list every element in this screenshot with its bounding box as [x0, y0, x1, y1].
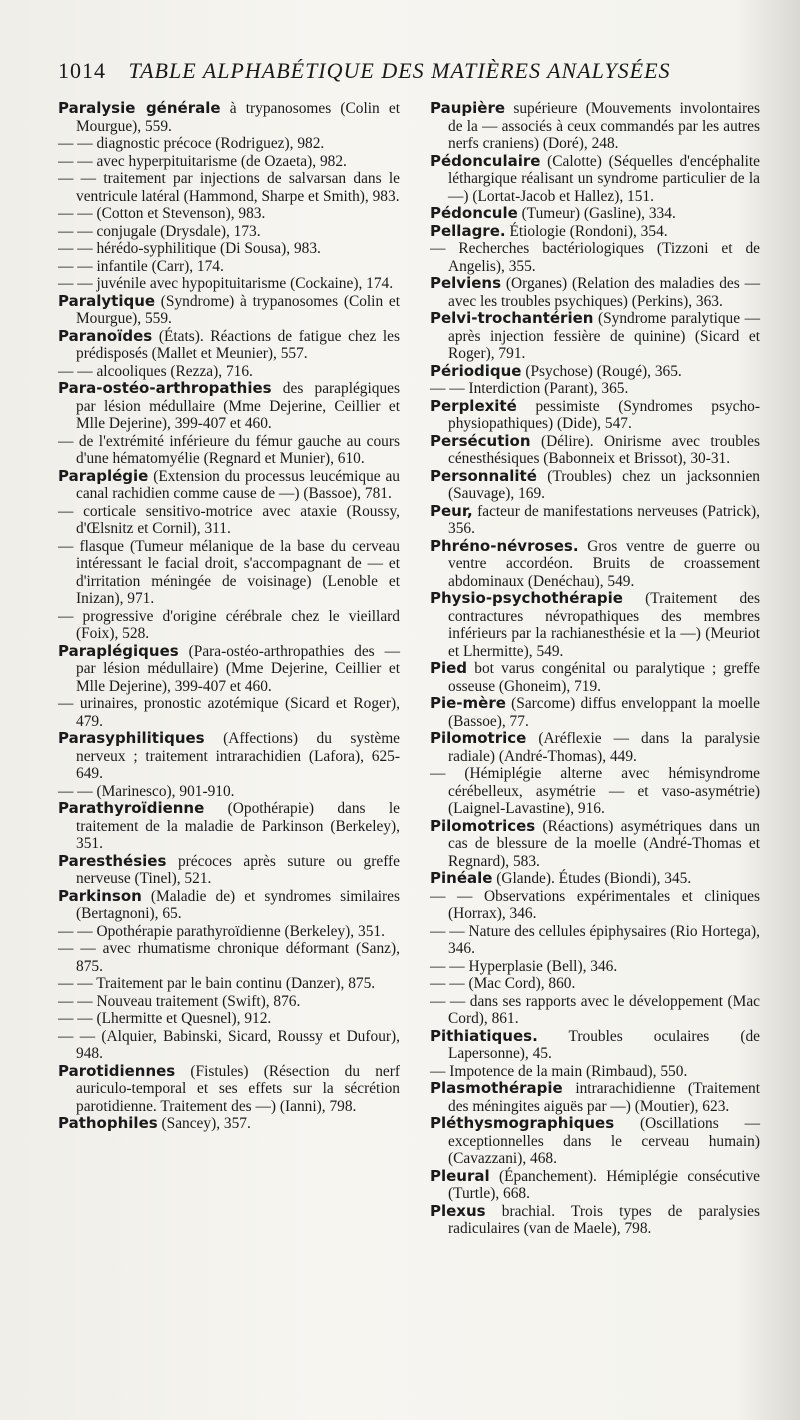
- index-entry: [58, 223, 400, 241]
- index-entry: [430, 660, 760, 695]
- entry-keyword: Plasmothérapie: [430, 1079, 563, 1097]
- index-entry: [58, 100, 400, 135]
- index-entry: [58, 205, 400, 223]
- index-entry: [58, 538, 400, 608]
- index-entry: [58, 275, 400, 293]
- index-entry: [430, 1203, 760, 1238]
- index-entry: [430, 923, 760, 958]
- entry-keyword: Pléthysmographiques: [430, 1114, 615, 1132]
- index-entry: [430, 503, 760, 538]
- entry-text: — — Nouveau traitement (Swift), 876.: [58, 992, 301, 1010]
- entry-text: — — Traitement par le bain continu (Danzer), 875.: [58, 975, 376, 992]
- entry-keyword: Pleural: [430, 1166, 490, 1185]
- index-entry: [430, 818, 760, 871]
- index-entry: [58, 643, 400, 696]
- index-entry: [58, 608, 400, 643]
- entry-text: Troubles oculaires (de Lapersonne), 45.: [448, 1027, 760, 1062]
- index-entry: [58, 293, 400, 328]
- entry-text: — — Hyperplasie (Bell), 346.: [430, 957, 618, 975]
- entry-text: précoces après suture ou greffe nerveuse (Tinel), 521.: [76, 852, 400, 887]
- entry-keyword: Paralysie générale: [58, 99, 221, 117]
- entry-text: — — (Marinesco), 901-910.: [58, 782, 235, 800]
- entry-keyword: Pied: [430, 659, 468, 677]
- entry-text: — — (Alquier, Babinski, Sicard, Roussy et Dufour), 948.: [58, 1027, 400, 1062]
- index-entry: [430, 1115, 760, 1168]
- entry-keyword: Pédonculaire: [430, 151, 541, 170]
- index-entry: [430, 363, 760, 381]
- entry-text: (Aréflexie — dans la paralysie radiale) (André-Thomas), 449.: [448, 730, 760, 765]
- page-number: 1014: [58, 58, 106, 83]
- entry-keyword: Para-ostéo-arthropathies: [58, 379, 272, 397]
- index-entry: [58, 888, 400, 923]
- entry-keyword: Pilomotrice: [430, 729, 527, 747]
- entry-text: — — traitement par injections de salvarsan dans le ventricule latéral (Hammond, Sharpe et Smith), 983.: [58, 170, 400, 205]
- index-entry: [58, 1115, 400, 1133]
- entry-text: (Calotte) (Séquelles d'encéphalite léthargique réalisant un syndrome particulier de la —) (Lortat-Jacob et Hallez), 151.: [448, 152, 760, 205]
- entry-text: (Psychose) (Rougé), 365.: [521, 362, 682, 380]
- entry-keyword: Parathyroïdienne: [58, 799, 205, 817]
- entry-keyword: Paraplégie: [58, 466, 149, 485]
- entry-text: — progressive d'origine cérébrale chez le vieillard (Foix), 528.: [58, 607, 400, 642]
- entry-text: (Syndrome) à trypanosomes (Colin et Mourgue), 559.: [76, 292, 400, 327]
- entry-text: (Délire). Onirisme avec troubles cénesthésiques (Babonneix et Brissot), 30-31.: [448, 432, 760, 467]
- entry-text: — — conjugale (Drysdale), 173.: [58, 222, 261, 240]
- entry-keyword: Pinéale: [430, 869, 493, 887]
- entry-text: (Organes) (Relation des maladies des — avec les troubles psychiques) (Perkins), 363.: [448, 275, 760, 310]
- index-entry: [58, 363, 400, 381]
- entry-text: — — avec hyperpituitarisme (de Ozaeta), 982.: [58, 152, 347, 170]
- entry-keyword: Persécution: [430, 431, 531, 450]
- index-entry: [58, 1063, 400, 1116]
- index-entry: [430, 1028, 760, 1063]
- entry-text: des paraplégiques par lésion médullaire (Mme Dejerine, Ceillier et Mlle Dejerine), 399-407 et 460.: [76, 380, 400, 432]
- entry-text: — — alcooliques (Rezza), 716.: [58, 362, 253, 380]
- entry-text: pessimiste (Syndromes psycho-physiopathiques) (Dide), 547.: [448, 397, 760, 432]
- entry-keyword: Physio-psychothérapie: [430, 589, 623, 607]
- entry-text: — — Observations expérimentales et cliniques (Horrax), 346.: [430, 887, 760, 922]
- entry-keyword: Paranoïdes: [58, 326, 153, 345]
- index-entry: [430, 433, 760, 468]
- index-entry: [430, 695, 760, 730]
- entry-text: — de l'extrémité inférieure du fémur gauche au cours d'une hématomyélie (Regnard et Munier), 610.: [58, 432, 400, 467]
- index-entry: [58, 993, 400, 1011]
- entry-keyword: Paresthésies: [58, 851, 167, 870]
- entry-text: (Tumeur) (Gasline), 334.: [517, 205, 676, 222]
- index-entry: [58, 1028, 400, 1063]
- entry-text: (Sarcome) diffus enveloppant la moelle (Bassoe), 77.: [448, 695, 760, 730]
- index-entry: [430, 240, 760, 275]
- index-entry: [58, 783, 400, 801]
- entry-text: bot varus congénital ou paralytique ; greffe osseuse (Ghoneim), 719.: [448, 660, 760, 695]
- entry-text: intrarachidienne (Traitement des méningites aiguës par —) (Moutier), 623.: [448, 1080, 760, 1115]
- index-entry: [430, 538, 760, 591]
- entry-text: — — (Lhermitte et Quesnel), 912.: [58, 1010, 272, 1027]
- entry-text: (Troubles) chez un jacksonnien (Sauvage), 169.: [448, 467, 760, 502]
- entry-text: — Recherches bactériologiques (Tizzoni et de Angelis), 355.: [430, 240, 760, 275]
- entry-keyword: Parkinson: [58, 886, 142, 905]
- index-entry: [58, 503, 400, 538]
- index-entry: [430, 730, 760, 765]
- index-entry: [430, 1063, 760, 1081]
- left-column: [58, 100, 400, 1133]
- index-entry: [58, 1010, 400, 1028]
- entry-text: — — (Cotton et Stevenson), 983.: [58, 205, 266, 222]
- index-entry: [58, 853, 400, 888]
- entry-keyword: Phréno-névroses.: [430, 536, 579, 555]
- entry-text: — Impotence de la main (Rimbaud), 550.: [430, 1062, 688, 1080]
- index-entry: [58, 468, 400, 503]
- index-entry: [430, 975, 760, 993]
- entry-text: — — Opothérapie parathyroïdienne (Berkeley), 351.: [58, 922, 385, 940]
- entry-text: (Syndrome paralytique — après injection fessière de quinine) (Sicard et Roger), 791.: [448, 310, 760, 362]
- entry-text: (Extension du processus leucémique au canal rachidien comme cause de —) (Bassoe), 781.: [76, 467, 400, 502]
- entry-text: — — infantile (Carr), 174.: [58, 257, 224, 275]
- index-entry: [58, 730, 400, 783]
- index-entry: [430, 275, 760, 310]
- entry-text: — — dans ses rapports avec le développement (Mac Cord), 861.: [430, 992, 760, 1027]
- page-header: [58, 58, 718, 84]
- index-entry: [430, 1080, 760, 1115]
- index-entry: [58, 258, 400, 276]
- entry-keyword: Pédoncule: [430, 204, 518, 222]
- index-entry: [58, 695, 400, 730]
- index-entry: [430, 223, 760, 241]
- entry-keyword: Parasyphilitiques: [58, 729, 205, 747]
- entry-text: — — Interdiction (Parant), 365.: [430, 380, 629, 397]
- index-entry: [58, 170, 400, 205]
- entry-keyword: Pie-mère: [430, 694, 506, 712]
- entry-text: — — Nature des cellules épiphysaires (Rio Hortega), 346.: [430, 922, 760, 957]
- entry-keyword: Paralytique: [58, 291, 156, 310]
- index-entry: [58, 380, 400, 433]
- entry-text: (Affections) du système nerveux ; traitement intrarachidien (Lafora), 625-649.: [76, 730, 400, 782]
- index-entry: [430, 1168, 760, 1203]
- index-entry: [430, 765, 760, 818]
- index-entry: [58, 975, 400, 993]
- entry-keyword: Paraplégiques: [58, 641, 179, 660]
- entry-keyword: Parotidiennes: [58, 1061, 176, 1080]
- index-entry: [58, 135, 400, 153]
- entry-text: (Traitement des contractures névropathiques des membres inférieurs par la rachianesthésie et la —) (Meuriot et Lhermitte), 549.: [448, 590, 760, 660]
- entry-text: — — diagnostic précoce (Rodriguez), 982.: [58, 135, 325, 152]
- entry-text: (États). Réactions de fatigue chez les prédisposés (Mallet et Meunier), 557.: [76, 327, 400, 362]
- entry-text: à trypanosomes (Colin et Mourgue), 559.: [76, 100, 400, 135]
- entry-text: (Épanchement). Hémiplégie consécutive (Turtle), 668.: [448, 1167, 760, 1202]
- index-entry: [430, 153, 760, 206]
- index-entry: [430, 993, 760, 1028]
- entry-text: (Para-ostéo-arthropathies des — par lésion médullaire) (Mme Dejerine, Ceillier et Mlle Dejerine), 399-407 et 460.: [76, 642, 400, 695]
- index-entry: [58, 153, 400, 171]
- index-entry: [430, 958, 760, 976]
- index-entry: [58, 433, 400, 468]
- entry-text: — — avec rhumatisme chronique déformant (Sanz), 875.: [58, 940, 400, 975]
- entry-keyword: Périodique: [430, 361, 522, 380]
- entry-keyword: Plexus: [430, 1201, 486, 1220]
- entry-text: (Oscillations — exceptionnelles dans le cerveau humain) (Cavazzani), 468.: [448, 1115, 760, 1167]
- entry-keyword: Pelvi-trochantérien: [430, 309, 594, 327]
- entry-keyword: Peur,: [430, 501, 473, 520]
- entry-text: Étiologie (Rondoni), 354.: [505, 222, 668, 240]
- entry-text: (Fistules) (Résection du nerf auriculo-temporal et ses effets sur la sécrétion parotidienne. Traitement des —) (Ianni), 798.: [76, 1062, 400, 1115]
- index-entry: [430, 310, 760, 363]
- entry-text: Gros ventre de guerre ou ventre accordéon. Bruits de croassement abdominaux (Denéchau), 549.: [448, 537, 760, 590]
- index-entry: [58, 328, 400, 363]
- entry-text: — corticale sensitivo-motrice avec ataxie (Roussy, d'Œlsnitz et Cornil), 311.: [58, 502, 400, 537]
- entry-keyword: Personnalité: [430, 466, 537, 485]
- index-entry: [58, 923, 400, 941]
- page-title: TABLE ALPHABÉTIQUE DES MATIÈRES ANALYSÉES: [128, 58, 671, 83]
- index-entry: [430, 205, 760, 223]
- index-entry: [430, 888, 760, 923]
- entry-keyword: Pellagre.: [430, 221, 506, 240]
- entry-text: — — juvénile avec hypopituitarisme (Cockaine), 174.: [58, 275, 394, 292]
- index-entry: [58, 940, 400, 975]
- entry-text: (Glande). Études (Biondi), 345.: [492, 870, 692, 887]
- entry-keyword: Paupière: [430, 99, 506, 117]
- index-entry: [430, 100, 760, 153]
- entry-text: (Sancey), 357.: [157, 1115, 251, 1132]
- entry-text: (Réactions) asymétriques dans un cas de blessure de la moelle (André-Thomas et Regnard), 583.: [448, 817, 760, 870]
- index-entry: [430, 398, 760, 433]
- entry-text: — urinaires, pronostic azotémique (Sicard et Roger), 479.: [58, 695, 400, 730]
- entry-keyword: Perplexité: [430, 396, 517, 415]
- entry-text: — — hérédo-syphilitique (Di Sousa), 983.: [58, 240, 321, 257]
- entry-text: — (Hémiplégie alterne avec hémisyndrome cérébelleux, asymétrie — et vaso-asymétrie) (Laignel-Lavastine), 916.: [430, 765, 760, 817]
- entry-keyword: Pelviens: [430, 274, 502, 292]
- entry-keyword: Pilomotrices: [430, 816, 536, 835]
- index-entry: [430, 468, 760, 503]
- entry-keyword: Pathophiles: [58, 1114, 158, 1132]
- right-column: [430, 100, 760, 1238]
- index-entry: [430, 590, 760, 660]
- entry-text: — — (Mac Cord), 860.: [430, 975, 576, 992]
- entry-keyword: Pithiatiques.: [430, 1026, 538, 1045]
- entry-text: (Maladie de) et syndromes similaires (Bertagnoni), 65.: [76, 887, 400, 922]
- index-entry: [58, 800, 400, 853]
- index-entry: [58, 240, 400, 258]
- entry-text: facteur de manifestations nerveuses (Patrick), 356.: [448, 502, 760, 537]
- entry-text: supérieure (Mouvements involontaires de la — associés à ceux commandés par les autres nerfs craniens) (Doré), 248.: [448, 100, 760, 152]
- index-entry: [430, 870, 760, 888]
- entry-text: — flasque (Tumeur mélanique de la base du cerveau intéressant le facial droit, s'accompagnant de — et d'irritation méningée de voisinage) (Lenoble et Inizan), 971.: [58, 537, 400, 607]
- entry-text: (Opothérapie) dans le traitement de la maladie de Parkinson (Berkeley), 351.: [76, 800, 400, 852]
- index-entry: [430, 380, 760, 398]
- entry-text: brachial. Trois types de paralysies radiculaires (van de Maele), 798.: [448, 1202, 760, 1237]
